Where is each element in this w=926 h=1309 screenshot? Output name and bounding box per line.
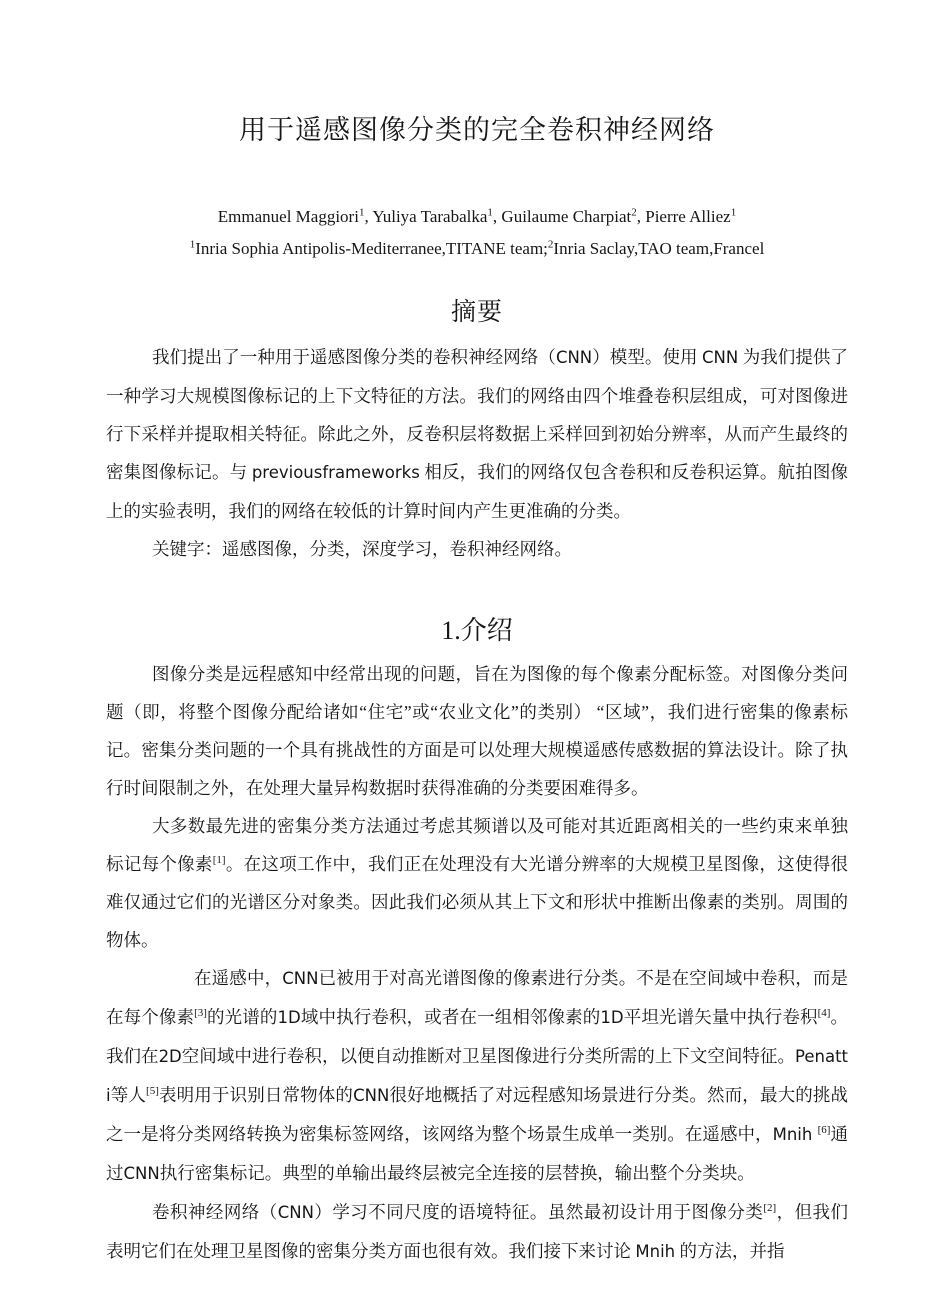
text-run: 执行密集标记。典型的单输出最终层被完全连接的层替换，输出整个分类块。 [159,1163,755,1184]
superscript-ref: 2 [631,206,637,219]
text-run: 域中执行卷积，或者在一组相邻像素的 [300,1007,601,1028]
text-run: 空间域中进行卷积，以便自动推断对卫星图像进行分类所需的上下文空间特征。 [181,1046,795,1067]
abstract-body [106,338,848,568]
superscript-ref: 1 [487,206,493,219]
text-run: 在遥感中， [194,968,283,989]
text-run: 通过 [106,1124,849,1184]
text-run: CNN [277,1203,314,1223]
text-run: 我们提出了一种用于遥感图像分类的卷积神经网络（ [152,347,556,368]
text-run: Mnih [772,1125,818,1145]
text-run: 1D [277,1008,301,1028]
abstract-heading: 摘要 [450,299,503,327]
superscript-ref: [3] [194,1007,207,1020]
text-run: previousframeworks [251,463,420,483]
text-run: CNN [353,1086,390,1106]
paragraph [106,655,848,807]
section-1-body [106,655,848,1271]
text-run: CNN [702,348,739,368]
text-run: Mnih [635,1242,676,1262]
authors-line [106,204,848,230]
text-run: 卷积神经网络（ [152,1202,278,1223]
text-run: , Guilaume Charpiat [492,206,632,226]
text-run: 已被用于对高光谱图像的像素进行分类。不是在空间域中卷积，而是在每个像素 [106,968,849,1028]
text-run: 图像分类是远程感知中经常出现的问题，旨在为图像的每个像素分配标签。对图像分类问题（即，将整个图像分配给诸如“住宅”或“农业文化”的类别） “区域”，我们进行密集的像素标记。密集分类问题的一个具有挑战性的方面是可以处理大规模遥感传感数据的算法设计。除了执行时间限制之外，在处理大量异构数据时获得准确的分类要困难得多。 [106,664,848,799]
paragraph [106,338,848,530]
text-run: 1D [600,1008,624,1028]
text-run: , Yuliya Tarabalka [364,206,488,226]
text-run: 的方法，并指 [675,1241,785,1262]
text-run: , Pierre Alliez [636,206,731,226]
superscript-ref: 1 [730,206,737,219]
text-run: 的光谱的 [206,1007,278,1028]
superscript-ref: [6] [817,1124,831,1137]
text-run: 。我们在 [106,1007,849,1067]
superscript-ref: 2 [547,238,554,251]
text-run: 表明用于识别日常物体的 [158,1085,354,1106]
paragraph [106,807,848,959]
text-run: Penatti [106,1047,849,1106]
text-run: CNN [555,348,593,368]
text-run: ，但我们表明它们在处理卫星图像的密集分类方面也很有效。我们接下来讨论 [106,1202,849,1262]
text-run: Emmanuel Maggiori [217,206,359,226]
text-run: ）模型。使用 [592,347,703,368]
text-run: ）学习不同尺度的语境特征。虽然最初设计用于图像分类 [313,1202,764,1223]
affiliation-line [106,236,848,262]
text-run: 平坦光谱矢量中执行卷积 [623,1007,818,1028]
text-run: Inria Saclay,TAO team,Francel [553,239,765,259]
text-run: 。在这项工作中，我们正在处理没有大光谱分辨率的大规模卫星图像，这使得很难仅通过它们的光谱区分对象类。因此我们必须从其上下文和形状中推断出像素的类别。周围的物体。 [106,854,849,951]
superscript-ref: [4] [817,1007,831,1020]
text-run: 相反，我们的网络仅包含卷积和反卷积运算。航拍图像上的实验表明，我们的网络在较低的计算时间内产生更准确的分类。 [106,462,849,522]
text-run: 等人 [110,1085,147,1106]
paper-title: 用于遥感图像分类的完全卷积神经网络 [239,115,715,145]
superscript-ref: [2] [763,1202,777,1215]
superscript-ref: 1 [358,206,365,219]
section-1-heading: 1.介绍 [441,616,513,646]
text-run: 关键字：遥感图像，分类，深度学习，卷积神经网络。 [152,539,572,560]
text-run: Inria Sophia Antipolis-Mediterranee,TITANE team; [195,239,548,259]
paragraph [106,1193,848,1271]
superscript-ref: 1 [189,238,196,251]
text-run: CNN [123,1164,160,1184]
superscript-ref: [5] [146,1085,159,1098]
text-run: 很好地概括了对远程感知场景进行分类。然而，最大的挑战之一是将分类网络转换为密集标签网络，该网络为整个场景生成单一类别。在遥感中， [106,1085,849,1145]
paragraph [106,959,848,1193]
superscript-ref: [1] [212,854,226,867]
text-run: 为我们提供了一种学习大规模图像标记的上下文特征的方法。我们的网络由四个堆叠卷积层组成，可对图像进行下采样并提取相关特征。除此之外，反卷积层将数据上采样回到初始分辨率，从而产生最终的密集图像标记。与 [106,347,848,483]
text-run: 大多数最先进的密集分类方法通过考虑其频谱以及可能对其近距离相关的一些约束来单独标记每个像素 [106,816,848,875]
text-run: CNN [282,969,319,989]
paragraph [106,530,848,568]
text-run: 2D [158,1047,182,1067]
